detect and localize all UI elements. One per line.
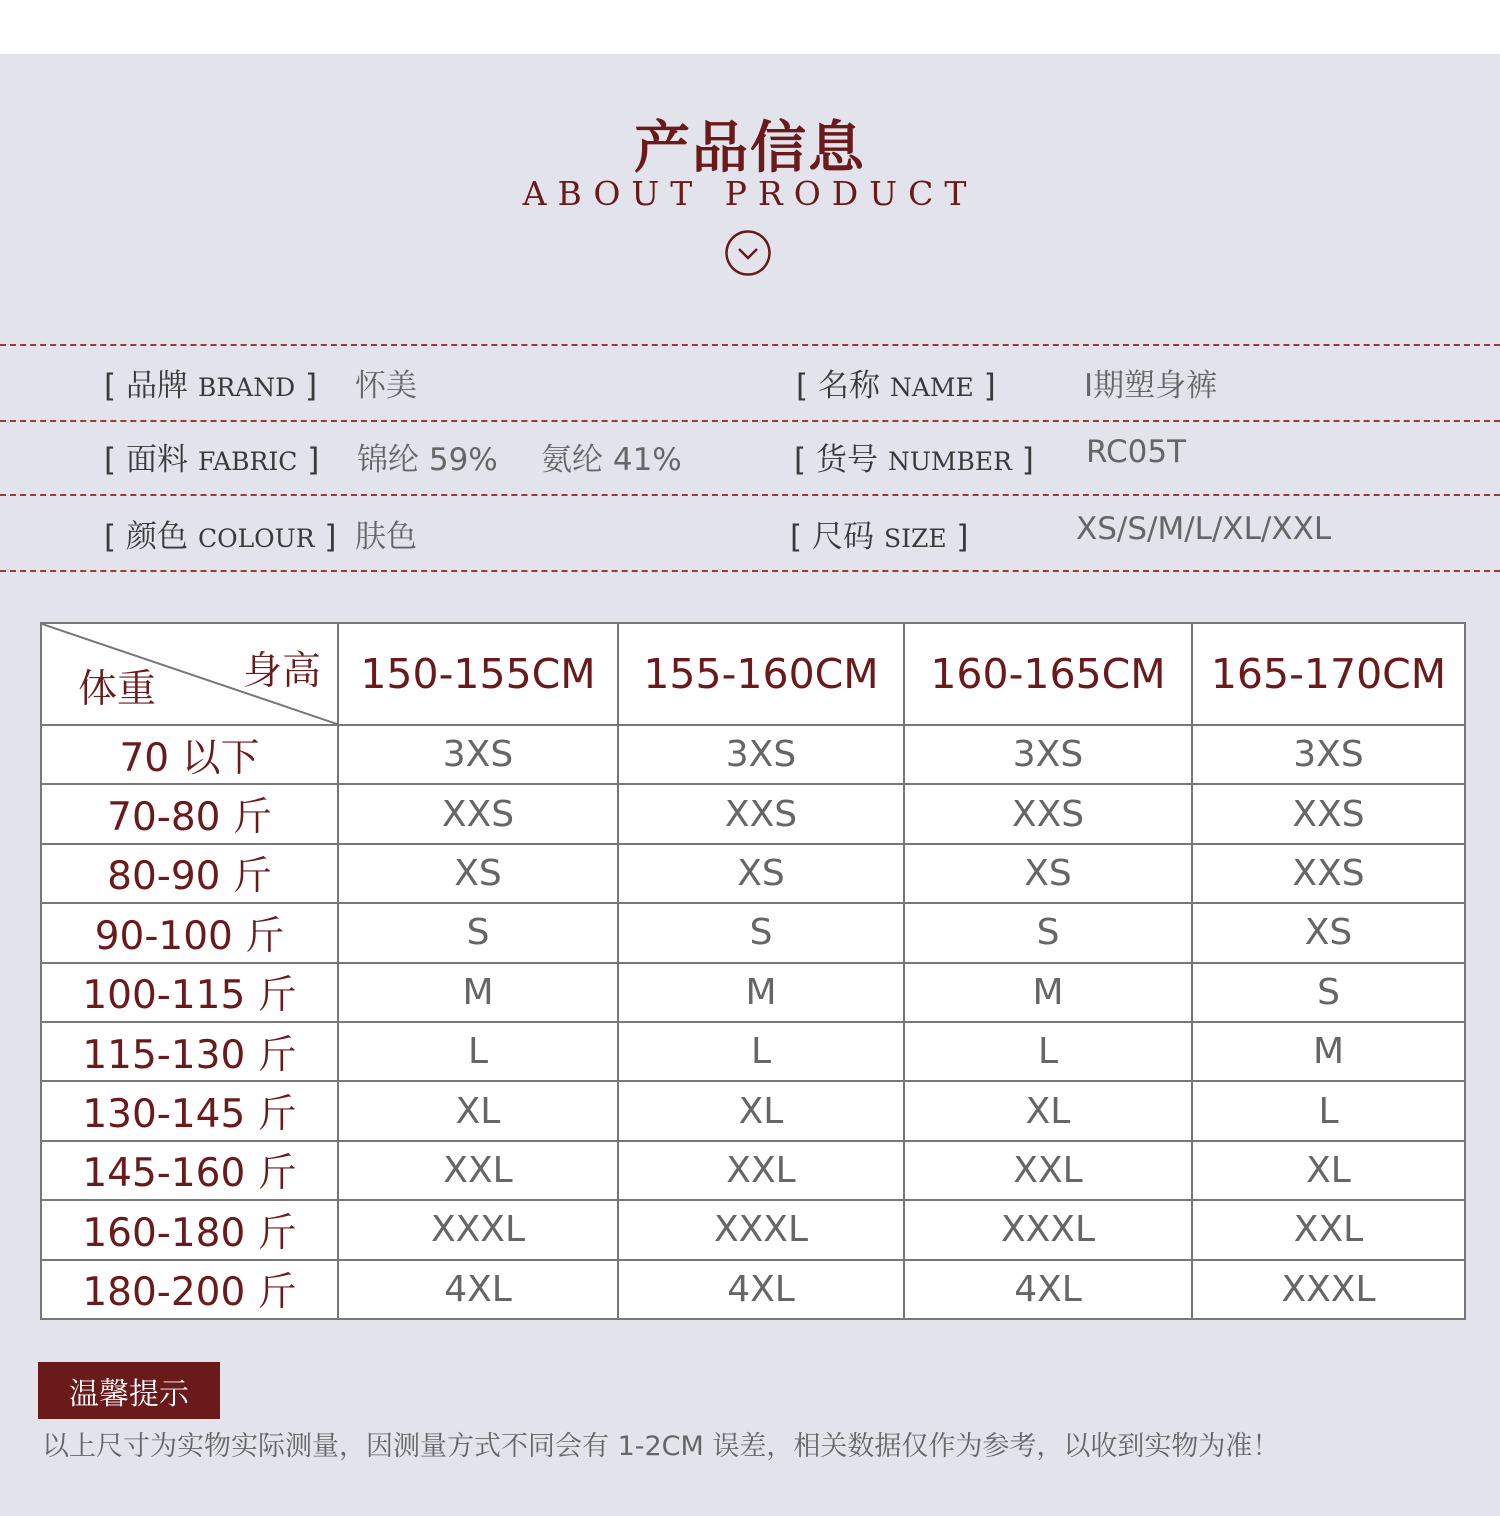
weight-cell: 145-160 斤: [41, 1141, 338, 1200]
height-header: 160-165CM: [904, 623, 1192, 725]
height-header: 150-155CM: [338, 623, 618, 725]
weight-cell: 70-80 斤: [41, 784, 338, 843]
table-row: [41, 1200, 1465, 1259]
divider: [0, 494, 1500, 496]
table-row: [41, 1260, 1465, 1319]
size-cell: 4XL: [904, 1260, 1192, 1319]
fabric-value-nylon: 锦纶 59%: [357, 442, 498, 478]
size-cell: XXXL: [618, 1200, 904, 1259]
info-row-fabric: [0, 434, 1500, 494]
size-cell: XXL: [338, 1141, 618, 1200]
size-cell: 3XS: [904, 725, 1192, 784]
number-value: RC05T: [1086, 434, 1187, 470]
table-row: [41, 725, 1465, 784]
size-cell: XXXL: [1192, 1260, 1465, 1319]
brand-label: [ 品牌 BRAND ]: [104, 368, 318, 404]
table-corner-cell: [41, 623, 338, 725]
size-cell: XXS: [1192, 784, 1465, 843]
divider: [0, 420, 1500, 422]
weight-cell: 70 以下: [41, 725, 338, 784]
size-cell: S: [1192, 963, 1465, 1022]
size-cell: M: [618, 963, 904, 1022]
section-title-en: ABOUT PRODUCT: [522, 174, 978, 213]
size-cell: XXXL: [338, 1200, 618, 1259]
colour-value: 肤色: [355, 519, 417, 555]
size-cell: XS: [1192, 903, 1465, 962]
fabric-value-spandex: 氨纶 41%: [541, 442, 682, 478]
size-cell: XL: [904, 1081, 1192, 1140]
weight-cell: 90-100 斤: [41, 903, 338, 962]
size-cell: S: [338, 903, 618, 962]
divider: [0, 344, 1500, 346]
table-row: [41, 1141, 1465, 1200]
colour-label: [ 颜色 COLOUR ]: [104, 519, 337, 555]
size-cell: XL: [338, 1081, 618, 1140]
tip-badge: 温馨提示: [38, 1362, 220, 1419]
chevron-down-circle-icon: [725, 230, 771, 276]
weight-cell: 180-200 斤: [41, 1260, 338, 1319]
size-cell: M: [904, 963, 1192, 1022]
size-cell: XL: [618, 1081, 904, 1140]
size-chart-table: [40, 622, 1466, 1320]
name-value: Ⅰ期塑身裤: [1084, 368, 1218, 404]
table-header-row: [41, 623, 1465, 725]
table-row: [41, 963, 1465, 1022]
size-cell: XXS: [618, 784, 904, 843]
size-cell: XXS: [1192, 844, 1465, 903]
corner-height-label: 身高: [242, 649, 321, 694]
section-title-cn: 产品信息: [634, 116, 866, 181]
weight-cell: 115-130 斤: [41, 1022, 338, 1081]
height-header: 155-160CM: [618, 623, 904, 725]
size-label: [ 尺码 SIZE ]: [790, 519, 969, 555]
size-cell: L: [904, 1022, 1192, 1081]
size-cell: 3XS: [338, 725, 618, 784]
size-cell: XXXL: [904, 1200, 1192, 1259]
size-cell: M: [338, 963, 618, 1022]
number-label: [ 货号 NUMBER ]: [794, 442, 1034, 478]
size-cell: XXS: [338, 784, 618, 843]
weight-cell: 80-90 斤: [41, 844, 338, 903]
weight-cell: 100-115 斤: [41, 963, 338, 1022]
info-row-colour: [0, 511, 1500, 571]
size-cell: XS: [338, 844, 618, 903]
size-cell: 3XS: [1192, 725, 1465, 784]
size-cell: M: [1192, 1022, 1465, 1081]
size-cell: L: [618, 1022, 904, 1081]
size-cell: 4XL: [338, 1260, 618, 1319]
size-cell: S: [618, 903, 904, 962]
size-cell: XS: [904, 844, 1192, 903]
table-row: [41, 1022, 1465, 1081]
corner-weight-label: 体重: [78, 667, 157, 712]
size-cell: XXL: [904, 1141, 1192, 1200]
tip-text: 以上尺寸为实物实际测量，因测量方式不同会有 1-2CM 误差，相关数据仅作为参考，以收到实物为准！: [42, 1431, 1280, 1462]
size-cell: XL: [1192, 1141, 1465, 1200]
size-cell: XXL: [1192, 1200, 1465, 1259]
table-row: [41, 903, 1465, 962]
fabric-label: [ 面料 FABRIC ]: [104, 442, 320, 478]
table-row: [41, 784, 1465, 843]
info-row-brand: [0, 360, 1500, 420]
height-header: 165-170CM: [1192, 623, 1465, 725]
weight-cell: 160-180 斤: [41, 1200, 338, 1259]
size-cell: S: [904, 903, 1192, 962]
size-cell: XXS: [904, 784, 1192, 843]
size-cell: 3XS: [618, 725, 904, 784]
size-cell: L: [1192, 1081, 1465, 1140]
size-cell: XS: [618, 844, 904, 903]
weight-cell: 130-145 斤: [41, 1081, 338, 1140]
size-cell: 4XL: [618, 1260, 904, 1319]
name-label: [ 名称 NAME ]: [796, 368, 996, 404]
size-value: XS/S/M/L/XL/XXL: [1076, 511, 1332, 547]
brand-value: 怀美: [355, 368, 417, 404]
table-row: [41, 844, 1465, 903]
size-cell: L: [338, 1022, 618, 1081]
table-row: [41, 1081, 1465, 1140]
size-cell: XXL: [618, 1141, 904, 1200]
